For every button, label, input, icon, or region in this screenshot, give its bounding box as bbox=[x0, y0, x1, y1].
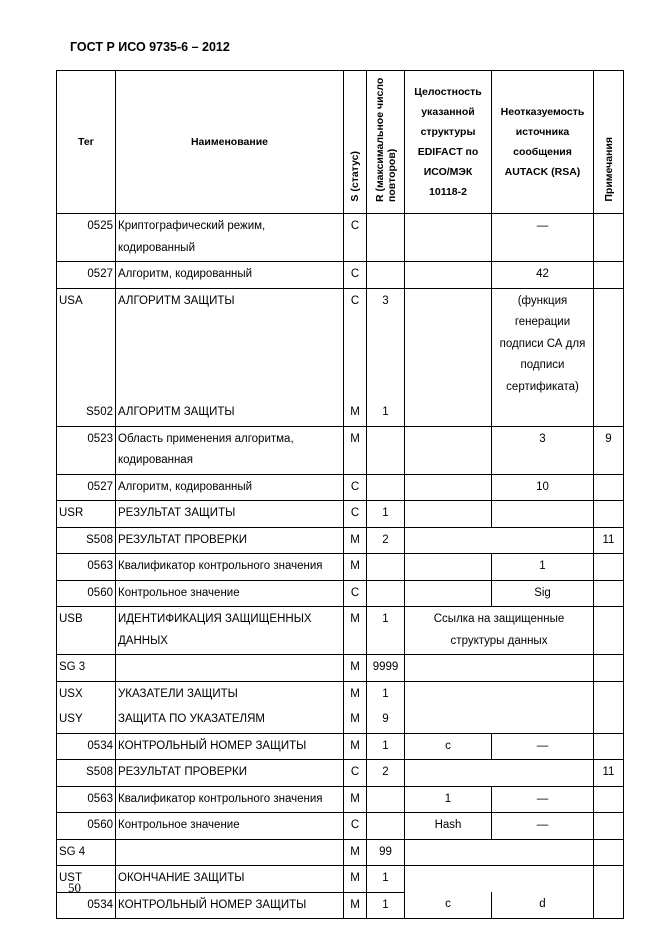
cell-repeats: 1 bbox=[367, 681, 405, 707]
cell-status: M bbox=[344, 892, 367, 919]
cell-name: Алгоритм, кодированный bbox=[116, 262, 344, 289]
cell-note bbox=[594, 501, 624, 528]
cell-authenticity: d bbox=[492, 892, 594, 919]
cell-tag: 0527 bbox=[57, 262, 116, 289]
cell-status: C bbox=[344, 214, 367, 262]
table-row bbox=[57, 580, 624, 607]
cell-name: РЕЗУЛЬТАТ ЗАЩИТЫ bbox=[116, 501, 344, 528]
table-row bbox=[57, 733, 624, 760]
cell-name: АЛГОРИТМ ЗАЩИТЫ bbox=[116, 288, 344, 400]
cell-repeats: 2 bbox=[367, 527, 405, 554]
table-header-row bbox=[57, 71, 624, 214]
table-row bbox=[57, 288, 624, 400]
cell-status: C bbox=[344, 760, 367, 787]
cell-status: C bbox=[344, 580, 367, 607]
cell-authenticity: Sig bbox=[492, 580, 594, 607]
cell-integrity bbox=[405, 655, 492, 682]
cell-tag: S508 bbox=[57, 527, 116, 554]
cell-note bbox=[594, 288, 624, 400]
table-row bbox=[57, 866, 624, 893]
cell-name: Алгоритм, кодированный bbox=[116, 474, 344, 501]
cell-status: M bbox=[344, 527, 367, 554]
cell-status: M bbox=[344, 655, 367, 682]
cell-integrity bbox=[405, 400, 492, 426]
column-header-name: Наименование bbox=[116, 71, 344, 214]
cell-note bbox=[594, 707, 624, 733]
table-row bbox=[57, 400, 624, 426]
table-row bbox=[57, 607, 624, 655]
cell-name: РЕЗУЛЬТАТ ПРОВЕРКИ bbox=[116, 760, 344, 787]
cell-status: M bbox=[344, 400, 367, 426]
cell-authenticity: 42 bbox=[492, 262, 594, 289]
cell-tag: 0525 bbox=[57, 214, 116, 262]
column-header-notes-text: Примечания bbox=[602, 137, 615, 202]
cell-note: 11 bbox=[594, 760, 624, 787]
cell-authenticity bbox=[492, 707, 594, 733]
cell-name: УКАЗАТЕЛИ ЗАЩИТЫ bbox=[116, 681, 344, 707]
cell-name: АЛГОРИТМ ЗАЩИТЫ bbox=[116, 400, 344, 426]
column-header-notes bbox=[594, 71, 624, 214]
cell-name: РЕЗУЛЬТАТ ПРОВЕРКИ bbox=[116, 527, 344, 554]
cell-integrity bbox=[405, 474, 492, 501]
cell-name: ИДЕНТИФИКАЦИЯ ЗАЩИЩЕННЫХ ДАННЫХ bbox=[116, 607, 344, 655]
cell-status: M bbox=[344, 707, 367, 733]
cell-repeats: 1 bbox=[367, 866, 405, 893]
table-row bbox=[57, 707, 624, 733]
cell-integrity bbox=[405, 866, 492, 893]
cell-repeats bbox=[367, 474, 405, 501]
cell-repeats bbox=[367, 554, 405, 581]
cell-integrity bbox=[405, 214, 492, 262]
cell-tag: USY bbox=[57, 707, 116, 733]
cell-note bbox=[594, 607, 624, 655]
cell-repeats bbox=[367, 580, 405, 607]
table-row bbox=[57, 655, 624, 682]
page-number: 50 bbox=[68, 880, 81, 895]
cell-note bbox=[594, 839, 624, 866]
cell-authenticity bbox=[492, 400, 594, 426]
cell-authenticity: 1 bbox=[492, 554, 594, 581]
cell-authenticity bbox=[492, 760, 594, 787]
cell-tag: UST bbox=[57, 866, 116, 893]
column-header-status-text: S (статус) bbox=[349, 151, 361, 202]
cell-name: Квалификатор контрольного значения bbox=[116, 554, 344, 581]
cell-integrity bbox=[405, 426, 492, 474]
cell-tag: 0527 bbox=[57, 474, 116, 501]
cell-name: Криптографический режим, кодированный bbox=[116, 214, 344, 262]
cell-repeats: 99 bbox=[367, 839, 405, 866]
cell-note bbox=[594, 655, 624, 682]
cell-tag: S508 bbox=[57, 760, 116, 787]
cell-integrity bbox=[405, 839, 492, 866]
cell-integrity: c bbox=[405, 892, 492, 919]
cell-tag: 0534 bbox=[57, 733, 116, 760]
cell-note: 9 bbox=[594, 426, 624, 474]
cell-repeats: 1 bbox=[367, 607, 405, 655]
cell-note bbox=[594, 681, 624, 707]
cell-authenticity: 10 bbox=[492, 474, 594, 501]
cell-integrity: 1 bbox=[405, 786, 492, 813]
cell-authenticity bbox=[492, 527, 594, 554]
table-row bbox=[57, 426, 624, 474]
cell-integrity bbox=[405, 580, 492, 607]
cell-tag: 0560 bbox=[57, 813, 116, 840]
cell-integrity bbox=[405, 681, 492, 707]
cell-note bbox=[594, 733, 624, 760]
cell-tag: 0563 bbox=[57, 554, 116, 581]
cell-name: КОНТРОЛЬНЫЙ НОМЕР ЗАЩИТЫ bbox=[116, 892, 344, 919]
cell-status: M bbox=[344, 786, 367, 813]
specification-table bbox=[56, 70, 624, 919]
cell-status: M bbox=[344, 426, 367, 474]
cell-status: C bbox=[344, 813, 367, 840]
cell-integrity: Hash bbox=[405, 813, 492, 840]
cell-note bbox=[594, 214, 624, 262]
cell-note bbox=[594, 580, 624, 607]
cell-status: C bbox=[344, 288, 367, 400]
cell-repeats: 1 bbox=[367, 501, 405, 528]
column-header-repeats-text: R (максимальное число повторов) bbox=[373, 77, 398, 202]
cell-tag: 0534 bbox=[57, 892, 116, 919]
cell-tag: 0560 bbox=[57, 580, 116, 607]
cell-status: M bbox=[344, 607, 367, 655]
table-row bbox=[57, 474, 624, 501]
table-row bbox=[57, 813, 624, 840]
cell-repeats: 1 bbox=[367, 892, 405, 919]
cell-repeats: 2 bbox=[367, 760, 405, 787]
cell-status: M bbox=[344, 733, 367, 760]
cell-authenticity: 3 bbox=[492, 426, 594, 474]
cell-note: 11 bbox=[594, 527, 624, 554]
cell-integrity bbox=[405, 554, 492, 581]
column-header-integrity: Целостность указанной структуры EDIFACT по ИСО/МЭК 10118-2 bbox=[405, 71, 492, 214]
cell-integrity bbox=[405, 707, 492, 733]
cell-authenticity bbox=[492, 866, 594, 893]
cell-tag: SG 3 bbox=[57, 655, 116, 682]
cell-tag: 0563 bbox=[57, 786, 116, 813]
cell-status: M bbox=[344, 866, 367, 893]
cell-repeats bbox=[367, 426, 405, 474]
cell-status: C bbox=[344, 501, 367, 528]
document-header: ГОСТ Р ИСО 9735-6 – 2012 bbox=[70, 40, 230, 54]
cell-repeats: 9 bbox=[367, 707, 405, 733]
cell-note bbox=[594, 400, 624, 426]
table-row bbox=[57, 760, 624, 787]
table-row bbox=[57, 786, 624, 813]
cell-tag: USA bbox=[57, 288, 116, 400]
cell-authenticity: — bbox=[492, 214, 594, 262]
cell-repeats bbox=[367, 214, 405, 262]
cell-note bbox=[594, 474, 624, 501]
cell-status: C bbox=[344, 474, 367, 501]
table-row bbox=[57, 262, 624, 289]
column-header-tag: Тег bbox=[57, 71, 116, 214]
cell-authenticity: — bbox=[492, 733, 594, 760]
cell-status: M bbox=[344, 554, 367, 581]
cell-note bbox=[594, 892, 624, 919]
cell-tag: USX bbox=[57, 681, 116, 707]
cell-note bbox=[594, 554, 624, 581]
cell-name: ЗАЩИТА ПО УКАЗАТЕЛЯМ bbox=[116, 707, 344, 733]
table-row bbox=[57, 681, 624, 707]
cell-tag: USR bbox=[57, 501, 116, 528]
cell-integrity bbox=[405, 760, 492, 787]
cell-repeats: 1 bbox=[367, 733, 405, 760]
cell-authenticity: (функция генерации подписи СА для подписи сертификата) bbox=[492, 288, 594, 400]
table-row bbox=[57, 554, 624, 581]
column-header-authenticity: Неотказуемость источника сообщения AUTACK (RSA) bbox=[492, 71, 594, 214]
cell-name: ОКОНЧАНИЕ ЗАЩИТЫ bbox=[116, 866, 344, 893]
cell-note bbox=[594, 262, 624, 289]
cell-integrity: c bbox=[405, 733, 492, 760]
cell-repeats bbox=[367, 262, 405, 289]
cell-note bbox=[594, 813, 624, 840]
table-row bbox=[57, 527, 624, 554]
table-row bbox=[57, 892, 624, 919]
cell-name: Контрольное значение bbox=[116, 813, 344, 840]
cell-tag: 0523 bbox=[57, 426, 116, 474]
cell-integrity bbox=[405, 288, 492, 400]
cell-authenticity bbox=[492, 681, 594, 707]
cell-integrity bbox=[405, 501, 492, 528]
cell-authenticity bbox=[492, 839, 594, 866]
cell-note bbox=[594, 866, 624, 893]
column-header-repeats bbox=[367, 71, 405, 214]
table-row bbox=[57, 839, 624, 866]
cell-note bbox=[594, 786, 624, 813]
cell-tag: USB bbox=[57, 607, 116, 655]
cell-authenticity: — bbox=[492, 813, 594, 840]
cell-integrity bbox=[405, 262, 492, 289]
cell-authenticity: — bbox=[492, 786, 594, 813]
cell-repeats: 3 bbox=[367, 288, 405, 400]
cell-repeats bbox=[367, 786, 405, 813]
cell-integrity bbox=[405, 527, 492, 554]
column-header-status bbox=[344, 71, 367, 214]
table-row bbox=[57, 214, 624, 262]
cell-name bbox=[116, 655, 344, 682]
cell-name: Область применения алгоритма, кодированная bbox=[116, 426, 344, 474]
cell-status: M bbox=[344, 681, 367, 707]
cell-name bbox=[116, 839, 344, 866]
cell-authenticity bbox=[492, 501, 594, 528]
cell-name: Контрольное значение bbox=[116, 580, 344, 607]
cell-tag: SG 4 bbox=[57, 839, 116, 866]
cell-authenticity bbox=[492, 655, 594, 682]
table-row bbox=[57, 501, 624, 528]
cell-merged-reference: Ссылка на защищенные структуры данных bbox=[405, 607, 594, 655]
cell-repeats: 9999 bbox=[367, 655, 405, 682]
cell-repeats: 1 bbox=[367, 400, 405, 426]
cell-status: C bbox=[344, 262, 367, 289]
cell-repeats bbox=[367, 813, 405, 840]
cell-tag: S502 bbox=[57, 400, 116, 426]
cell-status: M bbox=[344, 839, 367, 866]
cell-name: КОНТРОЛЬНЫЙ НОМЕР ЗАЩИТЫ bbox=[116, 733, 344, 760]
cell-name: Квалификатор контрольного значения bbox=[116, 786, 344, 813]
